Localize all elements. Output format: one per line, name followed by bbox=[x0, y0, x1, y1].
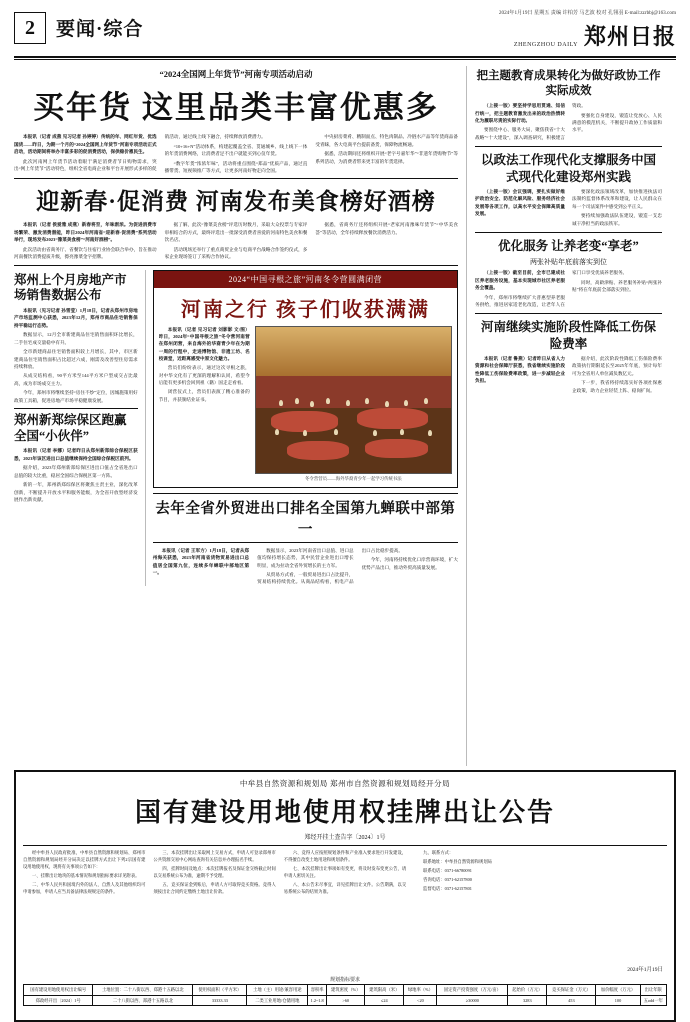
feature-title: 河南之行 孩子们收获满满 bbox=[180, 298, 430, 321]
paragraph: 本报讯（记者 李娜）记者昨日从郑州新郑综合保税区获悉，2023年该区进出口总值继续保持全国综合保税区前列。 bbox=[14, 448, 138, 461]
paragraph: 九、联系方式： bbox=[423, 850, 454, 856]
cell: >60 bbox=[327, 995, 365, 1006]
cell: ≤24 bbox=[365, 995, 404, 1006]
photo-caption: 冬令营营员——海外华裔青少年一起学习传统书法 bbox=[305, 475, 402, 481]
lead-body bbox=[14, 133, 458, 174]
cell: 33333.33 bbox=[193, 995, 247, 1006]
lead-headline: 买年货 这里品类丰富优惠多 bbox=[33, 90, 439, 126]
lead-kicker: “2024全国网上年货节”河南专项活动启动 bbox=[159, 69, 313, 80]
divider bbox=[14, 265, 458, 266]
land-notice bbox=[14, 770, 676, 1022]
paragraph: 数据显示，12月全市新建商品住宅销售面积环比增长，二手住宅成交量稳中有升。 bbox=[14, 332, 138, 345]
divider bbox=[14, 408, 138, 409]
table-row bbox=[24, 995, 667, 1006]
section-title: 要闻·综合 bbox=[56, 19, 144, 40]
paragraph: 本报讯（记者 鲁燕）记者昨日从省人力资源和社会保障厅获悉，我省继续实施阶段性降低工伤保险费率政策，进一步减轻企业负担。 bbox=[475, 355, 565, 384]
paragraph: 全市新建商品住宅销售面积较上月增长，其中，市区新建商品住宅销售面积占比超过六成，刚需及改善型住房需求持续释放。 bbox=[14, 349, 138, 369]
paragraph: 活动现场还举行了重点商贸企业与电商平台战略合作签约仪式，多家企业现场签订了采购合作协议。 bbox=[164, 246, 308, 260]
notice-date: 2024年1月19日 bbox=[627, 967, 663, 974]
trade-body bbox=[153, 547, 458, 586]
cell: <20 bbox=[404, 995, 437, 1006]
paragraph: 六、竞得人应按照规划条件和产业准入要求进行开发建设，不得擅自改变土地用途和规划条件。 bbox=[283, 850, 407, 863]
paragraph: 据介绍，此次阶段性降低工伤保险费率政策执行期限延长至2025年年底，预计每年可为全省用人单位减负数亿元。 bbox=[572, 355, 662, 376]
th-12: 出让年限 bbox=[640, 985, 666, 996]
th-0: 国有建设用地使用权出让编号 bbox=[24, 985, 93, 996]
th-5: 建筑密度（%） bbox=[327, 985, 365, 996]
th-2: 使用权面积（平方米） bbox=[193, 985, 247, 996]
paragraph: 本报讯（记者 见习记者 刘影影 文/图）昨日，2024年“中国寻根之旅”冬令营河南营在郑州闭营，来自海外的华裔青少年在为期一周的行程中，走进博物馆、非遗工坊、名校课堂，近距离感受中原文化魅力。 bbox=[158, 326, 250, 362]
paragraph: 从成交结构看，90平方米至144平方米户型成交占比最高，成为市场成交主力。 bbox=[14, 373, 138, 386]
body-wrapper bbox=[0, 60, 690, 766]
middle-left-column bbox=[14, 270, 146, 586]
paragraph: 据悉，活动期间还将组织开展“老字号嘉年华”“非遗年货购物节”等系列活动，为消费者带来更丰富的年货选择。 bbox=[315, 151, 458, 164]
paragraph: 中央厨房菜肴、精制面点、特色肉制品、冷链水产品等年货商品备受青睐，各大电商平台提前备货，保障物流畅通。 bbox=[315, 134, 458, 147]
paragraph: 闭营仪式上，营员们表演了精心准备的节目，并获颁结业证书。 bbox=[158, 389, 250, 402]
left-columns bbox=[14, 66, 466, 766]
paragraph: 新的一年，郑州新郑综保区将聚焦主责主业，深化改革创新，不断提升开放水平和服务能级，为全省开放型经济发展作出新贡献。 bbox=[14, 482, 138, 503]
brand-english: ZHENGZHOU DAILY bbox=[513, 41, 578, 48]
cell: 100 bbox=[596, 995, 640, 1006]
paragraph: 本报讯（记者 侯爱雅 成燕）新春将至，年味渐浓。为促进消费市场繁荣、激发消费潜能，昨日2024年河南省“迎新春·促消费”系列活动举行，现场发布2023“豫菜美食榜”“河南好酒榜”。 bbox=[14, 222, 157, 243]
right-headline-3: 优化服务 让养老变“享老” bbox=[498, 239, 639, 254]
cell: 二十八街以西、郑港十五路以北 bbox=[93, 995, 193, 1006]
paragraph: 下一步，我省将持续落实好各项社保惠企政策，助力企业轻装上阵、稳岗扩岗。 bbox=[572, 380, 662, 393]
brand bbox=[514, 20, 676, 51]
paragraph: 要强化自身建设，锻造让党放心、人民满意的模范机关，不断提升政协工作质量和水平。 bbox=[572, 112, 662, 133]
table-header-row bbox=[24, 985, 667, 996]
right-headline-1: 把主题教育成果转化为做好政协工作实际成效 bbox=[476, 70, 661, 98]
right-column bbox=[466, 66, 662, 766]
paragraph: 同时，高龄津贴、养老服务补贴“两张补贴”将在年底前全部落实到位。 bbox=[572, 279, 662, 293]
paragraph: 要围绕中心、服务大局，聚焦我省“十大战略”“十大建设”，深入调查研究，积极建言资政。 bbox=[475, 103, 586, 140]
paragraph: 此次活动由省商务厅、省餐饮与住宿行业协会联合举办，旨在推动河南餐饮消费提质升级，擦亮豫菜金字招牌。 bbox=[14, 246, 157, 260]
notice-subtitle: 郑经开挂土查告字〔2024〕1号 bbox=[304, 835, 386, 842]
paragraph: （上接一版）会议强调，要扎实做好维护政治安全、防范化解风险、服务经济社会发展等各项工作，以高水平安全保障高质量发展。 bbox=[475, 188, 565, 217]
paragraph: 要持续加强政法队伍建设，锻造一支忠诚干净担当的政法铁军。 bbox=[572, 213, 662, 226]
paragraph: 要深化政法领域改革，加快推进执法司法制约监督体系改革和建设，让人民群众在每一个司法案件中感受到公平正义。 bbox=[572, 188, 662, 209]
right-body-4 bbox=[475, 355, 662, 394]
paragraph: 从贸易方式看，一般贸易进出口占比提升，贸易结构持续优化。从商品结构看，机电产品出口占比稳步提高。 bbox=[257, 547, 403, 585]
paragraph: 一、挂牌出让地块的基本情况和规划指标要求详见附表。 bbox=[32, 872, 140, 878]
feature-text bbox=[159, 326, 255, 482]
masthead-rule-thick bbox=[14, 56, 676, 58]
paragraph: 本报讯（见习记者 孙雪莹）1月18日，记者从郑州市房地产市场监测中心获悉，2023年12月，郑州市商品住宅销售保持平稳运行态势。 bbox=[14, 307, 138, 328]
brand-chinese: 郑州日报 bbox=[583, 23, 676, 49]
th-3: 土地（主）用途/兼容用途 bbox=[247, 985, 308, 996]
paragraph: （上接一版）要坚持学思用贯通、知信行统一，把主题教育激发出来的政治热情转化为履职尽责的实际行动。 bbox=[475, 103, 565, 124]
th-1: 土地位置：二十八街以西、郑港十五路以北 bbox=[93, 985, 193, 996]
th-11: 加价幅度（万元） bbox=[596, 985, 640, 996]
paragraph: “数字年货”浓浓年味”，活动将重点围绕“郑品”优质产品，通过直播带货、短视频推广等方式，让更多河南好物走向全国。 bbox=[164, 160, 308, 174]
cell: 五odd一年 bbox=[640, 995, 666, 1006]
right-headline-2: 以政法工作现代化支撑服务中国式现代化建设郑州实践 bbox=[480, 153, 656, 184]
paragraph: 今年，河南将持续优化口岸营商环境，扩大优势产品出口，推动外贸高质量发展。 bbox=[361, 557, 458, 570]
paragraph: 五、竞买保证金到账后，申请人方可取得竞买资格。竞得人须按出让合同约定缴纳土地出让价款。 bbox=[153, 881, 276, 894]
paragraph: 联系地址：中牟县自然资源和规划局 bbox=[423, 859, 492, 865]
th-8: 固定资产投资强度（万元/亩） bbox=[437, 985, 508, 996]
paragraph: 七、本次挂牌出让事项如有变更，将及时发布变更公告，请申请人密切关注。 bbox=[283, 866, 407, 878]
land-table bbox=[23, 984, 667, 1006]
masthead-right bbox=[499, 10, 676, 51]
cell: 郑政经开出〔2024〕1号 bbox=[24, 995, 93, 1006]
feature-box bbox=[153, 270, 458, 488]
masthead bbox=[0, 0, 690, 53]
right-headline-4: 河南继续实施阶段性降低工伤保险费率 bbox=[480, 320, 656, 351]
bonded-zone-body bbox=[14, 447, 138, 503]
divider bbox=[23, 845, 667, 846]
paragraph: 今年，郑州市将继续扩大普惠型养老服务供给，推进居家适老化改造，让老年人在家门口享受优质养老服务。 bbox=[475, 270, 628, 308]
second-headline: 迎新春·促消费 河南发布美食榜好酒榜 bbox=[36, 189, 436, 215]
notice-org: 中牟县自然资源和规划局 郑州市自然资源和规划局经开分局 bbox=[239, 779, 451, 789]
cell: 453 bbox=[547, 995, 596, 1006]
paragraph: 联系电话：0371-66780091 bbox=[423, 868, 472, 874]
paragraph: 四、挂牌时间及地点：本次挂牌报名及保证金交纳截止时间以交易系统公布为准，逾期不予受理。 bbox=[153, 866, 276, 878]
housing-body bbox=[14, 307, 138, 404]
date-line: 2024年1月19日 星期五 责编 许柏芳 马艺波 校对 孔翎羽 E-mail:zzrbbj@163.com bbox=[498, 10, 676, 16]
middle-row bbox=[14, 270, 458, 586]
paragraph: 二、中华人民共和国境内外的法人、自然人及其他组织均可申请参加，申请人应当具备法律法规规定的条件。 bbox=[23, 881, 146, 894]
divider bbox=[475, 313, 662, 314]
paragraph: 三、本次挂牌出让采取网上交易方式，申请人可登录郑州市公共资源交易中心网站查询有关信息并办理报名手续。 bbox=[153, 850, 276, 863]
cell: 1.2~1.8 bbox=[308, 995, 327, 1006]
page-number: 2 bbox=[14, 12, 46, 44]
paragraph: 据介绍，2023年郑州新郑综保区进出口值占全省进出口总值的较大比重，稳居全国综合保税区第一方阵。 bbox=[14, 465, 138, 478]
paragraph: “10+16+N”活动体系，构建起覆盖全省、贯通城乡、线上线下一体的年货消费网络，让消费者足不出户就能买到心仪年货。 bbox=[164, 143, 308, 157]
middle-right-column bbox=[146, 270, 458, 586]
feature-band: 2024“中国寻根之旅”河南冬令营圆满闭营 bbox=[154, 271, 457, 288]
story-headline-bonded-zone: 郑州新郑综保区跑赢全国“小伙伴” bbox=[14, 413, 127, 443]
paragraph: 本报讯（记者 成燕 见习记者 孙婷婷）传统的年、网红年货、优选国货——昨日，为期一个月的“2024全国网上年货节”河南专项活动正式启动，活动期间将举办丰富多彩的促消费活动，保供稳价惠民生。 bbox=[14, 134, 157, 155]
cell: ≥30000 bbox=[437, 995, 508, 1006]
paragraph: 今年，郑州市将继续坚持“房住不炒”定位，因城施策用好政策工具箱，促进房地产市场平稳健康发展。 bbox=[14, 390, 138, 403]
right-body-2 bbox=[475, 188, 662, 227]
paragraph: 监督电话：0371-62157801 bbox=[423, 885, 472, 891]
divider bbox=[14, 178, 458, 179]
paragraph: （上接一版）截至目前，全市已建成社区养老服务设施，基本实现城市社区养老服务全覆盖。 bbox=[475, 270, 565, 291]
th-6: 建筑限高（米） bbox=[365, 985, 404, 996]
table-group-label: 规划指标要求 bbox=[329, 978, 360, 984]
th-10: 竞买保证金（万元） bbox=[547, 985, 596, 996]
th-7: 绿地率（%） bbox=[404, 985, 437, 996]
paragraph: 据悉，省商务厅还将组织开展“老家河南豫味年货节”“中华美食荟”等活动，全年持续释放餐饮消费活力。 bbox=[315, 222, 458, 235]
trade-headline: 去年全省外贸进出口排名全国第九蝉联中部第一 bbox=[153, 493, 458, 543]
paragraph: 咨询电话：0371-62157800 bbox=[423, 876, 472, 882]
paragraph: 八、本公告未尽事宜，详见挂牌出让文件。公告期满，以交易系统公布的结果为准。 bbox=[283, 881, 407, 894]
divider bbox=[475, 232, 662, 233]
cell: 二类工业用地/仓储用地 bbox=[247, 995, 308, 1006]
right-body-1 bbox=[475, 102, 662, 141]
right-subhead-3: 两张补贴年底前落实到位 bbox=[530, 258, 607, 267]
feature-photo-wrapper bbox=[255, 326, 452, 482]
notice-title: 国有建设用地使用权挂牌出让公告 bbox=[134, 798, 555, 828]
paragraph: 据了解，此次“豫菜美食榜”评选历时数月，采取大众投票与专家评审相结合的方式，最终评选出一批深受消费者喜爱的河南特色美食和餐饮名店。 bbox=[164, 222, 308, 243]
notice-body bbox=[23, 850, 667, 962]
feature-photo bbox=[255, 326, 452, 474]
th-9: 起始价（万元） bbox=[508, 985, 547, 996]
paragraph: 本报讯（记者 王军方）1月18日，记者从郑州海关获悉，2023年河南省货物贸易进出口总值居全国第九位，连续多年蝉联中部地区第一。 bbox=[152, 547, 250, 575]
paragraph: 营员们纷纷表示，通过这次寻根之旅，对中华文化有了更深的理解和认同，希望今后能有更多机会回到祖（籍）国走走看看。 bbox=[158, 365, 250, 386]
story-headline-housing: 郑州上个月房地产市场销售数据公布 bbox=[14, 272, 127, 303]
divider bbox=[475, 146, 662, 147]
paragraph: 此次河南网上年货节活动着眼于满足消费者节日购物需求，突出“网上年货节”活动特色，组织全省电商企业和平台开展形式多样的促销活动，通过线上线下融合，持续释放消费潜力。 bbox=[14, 134, 266, 172]
paragraph: 经中牟县人民政府批准，中牟县自然资源和规划局、郑州市自然资源和规划局经开分局决定以挂牌方式出让下列2宗国有建设用地使用权，现将有关事项公告如下： bbox=[23, 850, 146, 870]
th-4: 容积率 bbox=[308, 985, 327, 996]
feature-inner bbox=[154, 326, 457, 487]
paragraph: 数据显示，2023年河南省出口总值、进口总值均保持增长态势，其中民营企业进出口增长明显，成为拉动全省外贸增长的主力军。 bbox=[257, 547, 354, 568]
cell: 3283 bbox=[508, 995, 547, 1006]
second-body bbox=[14, 221, 458, 260]
right-body-3 bbox=[475, 269, 662, 308]
